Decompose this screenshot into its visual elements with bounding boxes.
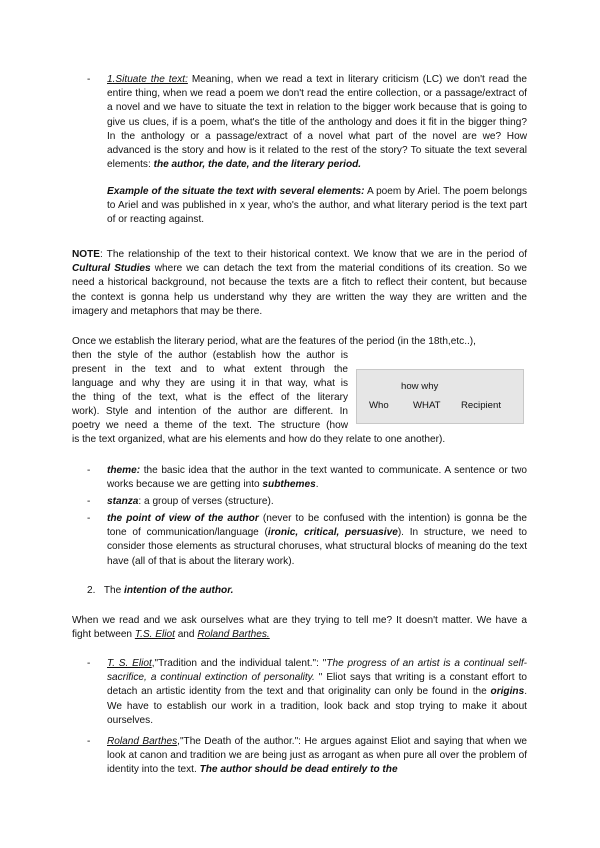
once-line-5: the thing of the text, what is the effect of the literary	[72, 392, 348, 403]
eliot-text-1: ,"Tradition and the individual talent.": "	[151, 658, 327, 669]
situate-emph: the author, the date, and the literary period.	[153, 159, 362, 171]
once-line-1: Once we establish the literary period, what are the features of the period (in the 18th,etc..),	[72, 336, 476, 347]
note-paragraph	[72, 248, 527, 319]
term-label: the point of view of the author	[107, 513, 259, 524]
bullet-dash: -	[87, 658, 91, 669]
term-label: theme:	[107, 465, 141, 476]
term-tail: .	[315, 479, 319, 491]
diagram-who: Who	[369, 400, 389, 411]
example-label: Example of the situate the text with several elements:	[107, 186, 365, 197]
once-line-4: language and why they are using it in that way, what is	[72, 378, 348, 389]
note-emph: Cultural Studies	[72, 263, 151, 275]
fight-text: When we read and we ask ourselves what are they trying to tell me? It doesn't matter. We have a fight between	[72, 615, 527, 641]
once-line-7: poetry we need a theme of the text. The structure (how	[72, 420, 348, 431]
term-text: : a group of verses (structure).	[138, 496, 274, 507]
bullet-dash: -	[87, 465, 91, 476]
barthes-emph: The author should be dead entirely to the	[199, 764, 398, 776]
eliot-emph: origins	[490, 686, 525, 698]
term-point-of-view	[87, 512, 528, 569]
term-theme	[87, 464, 527, 492]
fight-eliot: T.S. Eliot	[134, 629, 175, 641]
fight-barthes: Roland Barthes.	[197, 629, 270, 641]
note-text-2: where we can detach the text from the material conditions of its creation. So we need a historical background, not because the texts are a fitch to reflect their content, but because the context is gonna help us understand why they are written the way they are written and the imagery and metaphors that may be there.	[72, 263, 527, 317]
eliot-name: T. S. Eliot	[107, 658, 152, 669]
once-line-3: present in the text and to what extent through the	[72, 364, 348, 375]
diagram-how-why: how why	[401, 381, 439, 392]
eliot-text-2: " Eliot says that writing is a constant effort to detach an artistic identity from the text and that originality can only be found in the	[107, 672, 527, 698]
once-line-2: then the style of the author (establish how the author is	[72, 350, 348, 361]
intention-pre: The	[103, 585, 125, 596]
barthes-item	[87, 735, 528, 778]
term-stanza	[87, 495, 527, 509]
note-text-1: : The relationship of the text to their historical context. We know that we are in the period of	[100, 249, 527, 260]
diagram-what: WHAT	[413, 400, 441, 411]
situate-body: Meaning, when we read a text in literary criticism (LC) we don't read the entire thing, when we read a poem we don't read the entire collection, or a passage/extract of a novel and we have to situate the text in relation to the bigger work because that is going to give us clues, if is a poem, what's the title of the anthology and does it fit in the bigger thing? In the anthology or a passage/extract of a novel what part of the novel are we? How advanced is the story and how is it related to the rest of the story? To situate the text several elements:	[107, 74, 527, 171]
once-line-6: work). Style and intention of the author are different. In	[72, 406, 348, 417]
fight-and: and	[174, 629, 198, 641]
barthes-name: Roland Barthes	[107, 736, 178, 747]
fight-paragraph	[72, 614, 527, 642]
eliot-quote: The progress of an artist is a continual self-sacrifice, a continual extinction of personality.	[107, 658, 527, 684]
eliot-item	[87, 657, 527, 728]
intention-heading	[87, 584, 527, 598]
term-text: (never to be confused with the intention) is gonna be the tone of communication/language (	[107, 513, 527, 539]
term-emph: subthemes	[262, 479, 316, 491]
situate-title: 1.Situate the text:	[107, 74, 188, 85]
diagram-recipient: Recipient	[461, 400, 501, 411]
term-label: stanza	[107, 496, 139, 507]
bullet-dash: -	[87, 74, 91, 85]
barthes-text-1: ,"The Death of the author.": He argues against Eliot and saying that when we look at canon and tradition we are being just as arrogant as when pure all over the problem of identity into the text.	[107, 736, 528, 776]
bullet-dash: -	[87, 736, 91, 747]
intention-number: 2.	[87, 585, 96, 596]
example-paragraph	[107, 185, 527, 228]
bullet-dash: -	[87, 496, 91, 507]
intention-title: intention of the author.	[124, 585, 234, 596]
eliot-text-3: . We have to establish our work in a tradition, look back and stop trying to make it about ourselves.	[107, 686, 527, 726]
term-text: the basic idea that the author in the text wanted to communicate. A sentence or two works because we are getting into	[107, 465, 527, 491]
communication-diagram	[356, 369, 524, 424]
term-emph: ironic, critical, persuasive	[267, 527, 398, 539]
situate-text-item	[87, 73, 527, 172]
bullet-dash: -	[87, 513, 91, 524]
term-tail: ). In structure, we need to consider those elements as structural choruses, what structural blocks of meaning do the text have (all of that is about the literary work).	[107, 527, 528, 567]
example-body: A poem by Ariel. The poem belongs to Ariel and was published in x year, who's the author, and what literary period is the text part of or reacting against.	[107, 186, 527, 226]
note-label: NOTE	[72, 249, 101, 260]
once-line-8: is the text organized, what are his elements and how do they relate to one another).	[72, 434, 446, 445]
